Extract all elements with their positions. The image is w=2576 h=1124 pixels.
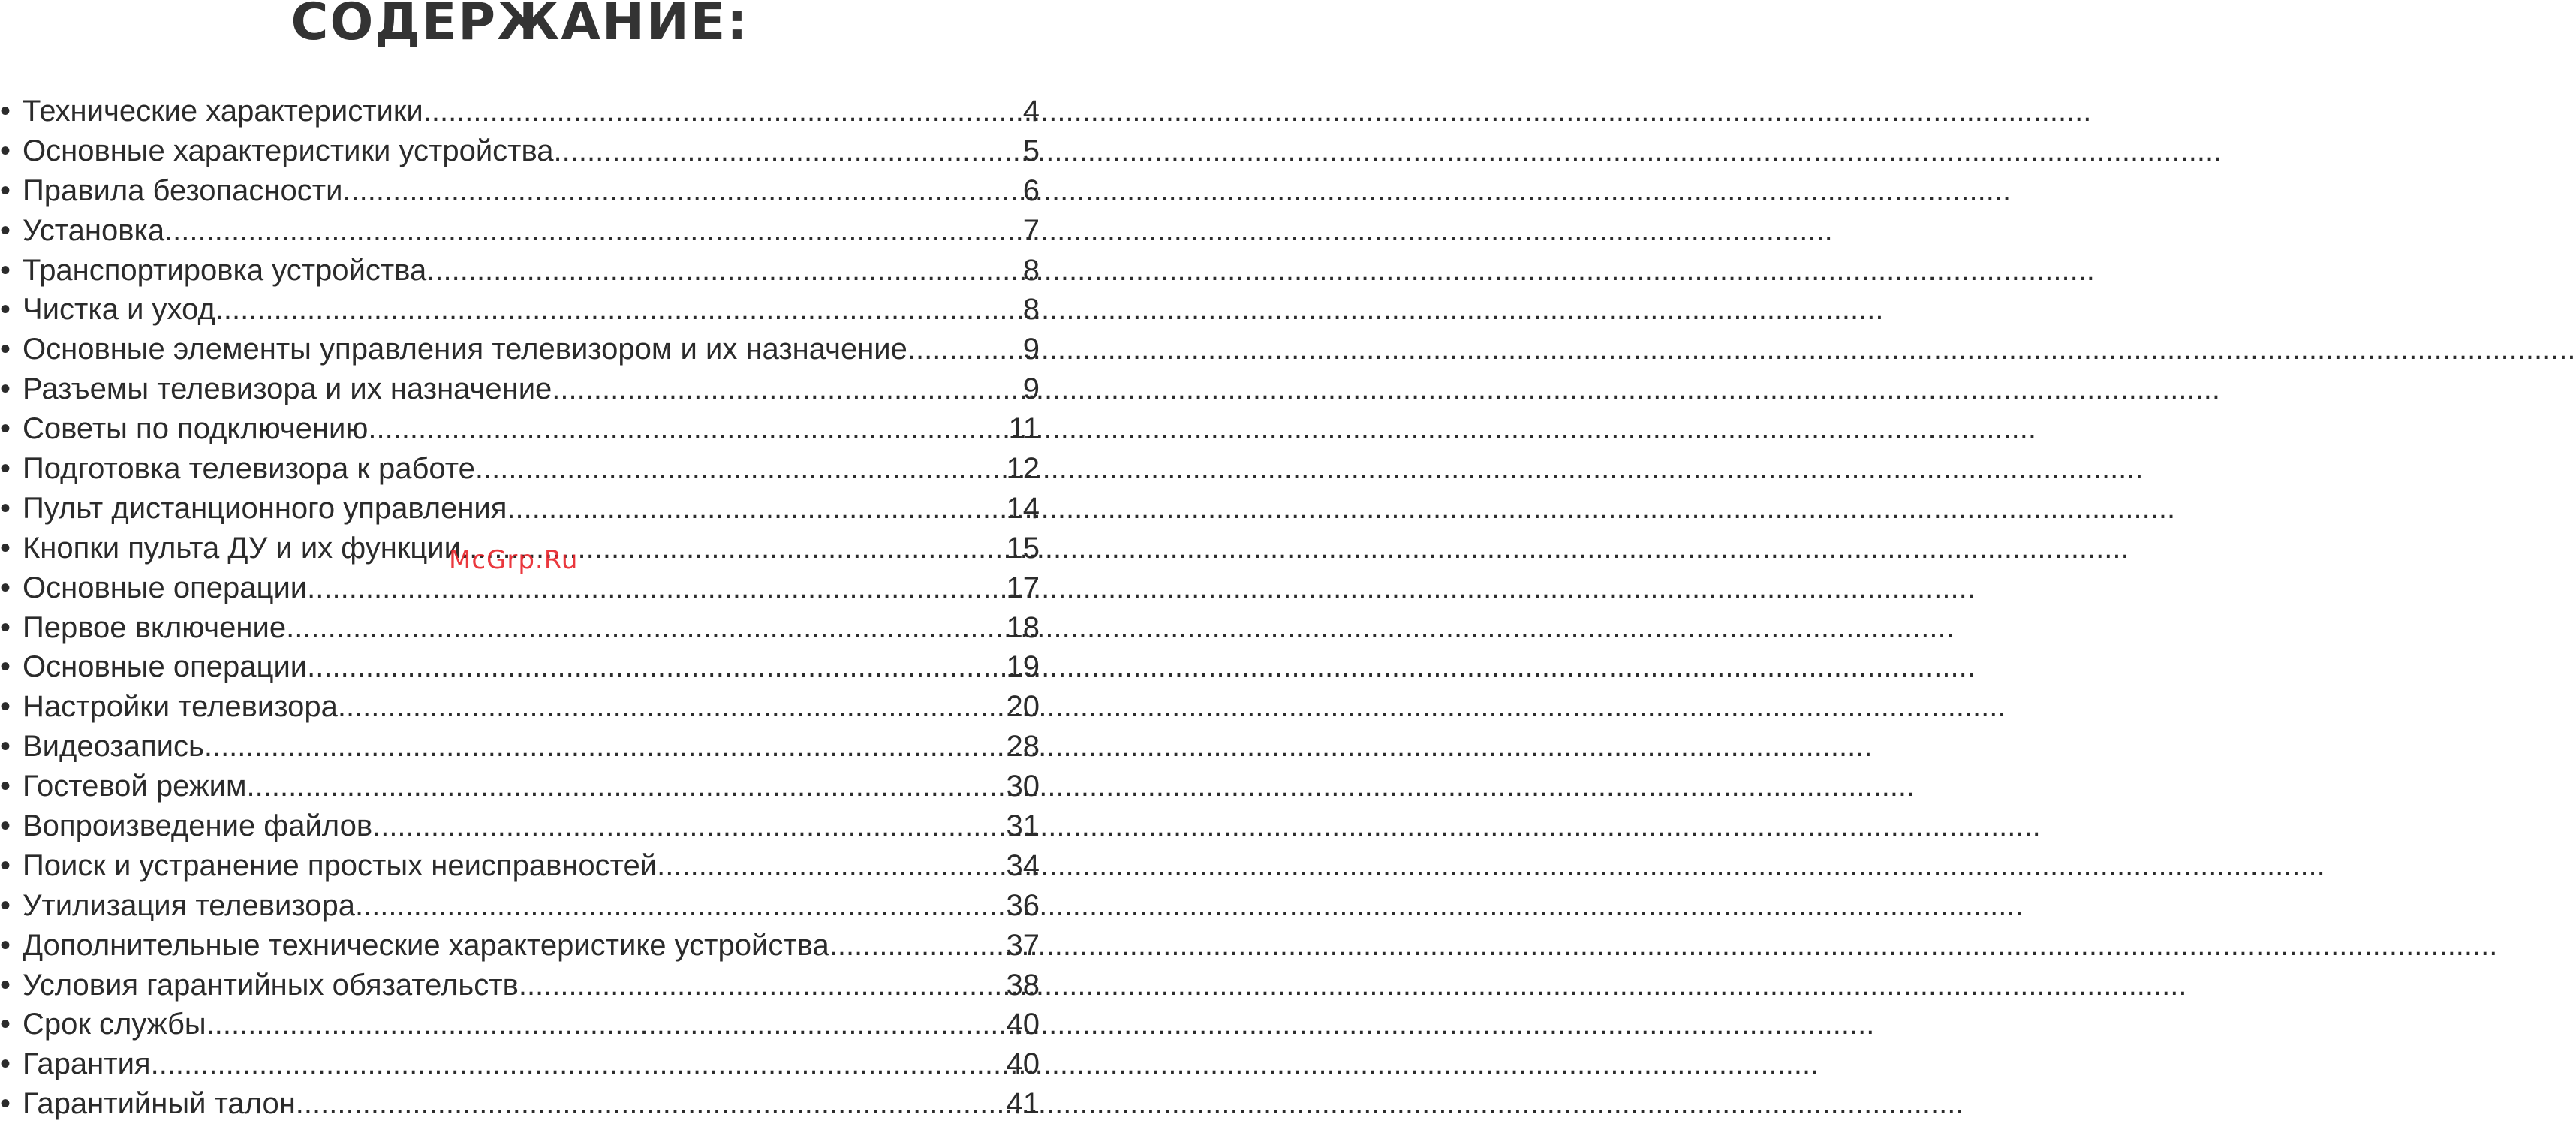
bullet-icon: • [0, 333, 11, 366]
toc-entry-label: Гарантия [23, 1047, 151, 1081]
toc-entry[interactable] [0, 806, 1040, 846]
bullet-icon: • [0, 173, 11, 207]
dot-leader [204, 727, 1007, 766]
toc-entry-page: 4 [1022, 95, 1040, 128]
toc-entry-label: Условия гарантийных обязательств [23, 968, 519, 1002]
toc-entry-label: Вопроизведение файлов [23, 809, 373, 843]
dot-leader [164, 211, 1023, 250]
toc-entry-label: Основные операции [23, 571, 308, 604]
toc-entry-label: Подготовка телевизора к работе [23, 452, 475, 486]
toc-entry[interactable] [0, 767, 1040, 806]
toc-entry-label: Дополнительные технические характеристике устройства [23, 928, 829, 962]
toc-entry-label: Основные операции [23, 650, 308, 684]
toc-entry-page: 14 [1006, 491, 1040, 525]
bullet-icon: • [0, 293, 11, 327]
dot-leader [475, 449, 1007, 488]
toc-entry-page: 17 [1006, 571, 1040, 604]
toc-entry-page: 40 [1006, 1047, 1040, 1081]
toc-entry-page: 11 [1008, 412, 1040, 446]
dot-leader [829, 926, 1007, 965]
toc-entry[interactable] [0, 489, 1040, 529]
dot-leader [247, 767, 1007, 806]
toc-entry-page: 37 [1006, 928, 1040, 962]
toc-entry-page: 30 [1006, 770, 1040, 803]
toc-entry[interactable] [0, 1044, 1040, 1084]
bullet-icon: • [0, 770, 11, 803]
toc-entry-label: Настройки телевизора [23, 690, 338, 724]
bullet-icon: • [0, 571, 11, 604]
dot-leader [338, 687, 998, 726]
bullet-icon: • [0, 650, 11, 684]
dot-leader [657, 846, 1006, 885]
toc-entry-page: 36 [1006, 888, 1040, 922]
toc-entry-page: 40 [1006, 1008, 1040, 1041]
bullet-icon: • [0, 452, 11, 486]
toc-entry-page: 9 [1022, 372, 1040, 406]
toc-entry[interactable] [0, 727, 1040, 767]
toc-entry-label: Советы по подключению [23, 412, 369, 446]
toc-entry[interactable] [0, 290, 1040, 330]
dot-leader [307, 568, 1006, 607]
bullet-icon: • [0, 1087, 11, 1121]
toc-entry[interactable] [0, 886, 1040, 926]
toc-entry-label: Гарантийный талон [23, 1087, 296, 1121]
bullet-icon: • [0, 968, 11, 1002]
toc-entry-label: Чистка и уход [23, 293, 215, 327]
toc-entry[interactable] [0, 409, 1040, 449]
dot-leader [426, 251, 1022, 290]
dot-leader [342, 171, 1014, 210]
toc-entry-label: Поиск и устранение простых неисправностей [23, 848, 658, 882]
bullet-icon: • [0, 253, 11, 287]
bullet-icon: • [0, 610, 11, 644]
toc-entry-page: 9 [1022, 333, 1040, 366]
toc-entry-page: 18 [1006, 610, 1040, 644]
toc-entry[interactable] [0, 92, 1040, 131]
page-title: СОДЕРЖАНИЕ: [290, 0, 749, 52]
bullet-icon: • [0, 95, 11, 128]
toc-entry[interactable] [0, 131, 1040, 171]
toc-entry[interactable] [0, 251, 1040, 291]
toc-entry-page: 19 [1006, 650, 1040, 684]
toc-entry[interactable] [0, 647, 1040, 687]
toc-entry[interactable] [0, 966, 1040, 1005]
toc-entry[interactable] [0, 1005, 1040, 1044]
dot-leader [206, 1005, 1007, 1044]
bullet-icon: • [0, 730, 11, 764]
dot-leader [215, 290, 1023, 329]
toc-entry-label: Утилизация телевизора [23, 888, 355, 922]
dot-leader [372, 806, 1006, 845]
bullet-icon: • [0, 809, 11, 843]
toc-entry[interactable] [0, 1084, 1040, 1124]
toc-entry-label: Гостевой режим [23, 770, 247, 803]
toc-entry-label: Срок службы [23, 1008, 206, 1041]
toc-entry[interactable] [0, 449, 1040, 489]
bullet-icon: • [0, 928, 11, 962]
toc-entry-page: 38 [1006, 968, 1040, 1002]
dot-leader [554, 131, 1023, 170]
bullet-icon: • [0, 372, 11, 406]
toc-entry[interactable] [0, 330, 1040, 369]
toc-entry-label: Кнопки пульта ДУ и их функции [23, 531, 461, 565]
toc-entry-label: Технические характеристики [23, 95, 423, 128]
toc-entry[interactable] [0, 846, 1040, 886]
toc-entry-label: Разъемы телевизора и их назначение [23, 372, 552, 406]
toc-entry[interactable] [0, 608, 1040, 648]
toc-entry[interactable] [0, 369, 1040, 409]
dot-leader [296, 1084, 1007, 1123]
toc-entry-label: Основные характеристики устройства [23, 134, 554, 167]
dot-leader [151, 1044, 1007, 1083]
toc-entry-page: 41 [1006, 1087, 1040, 1121]
toc-entry-page: 6 [1014, 173, 1040, 207]
toc-entry-page: 20 [998, 690, 1040, 724]
dot-leader [552, 369, 1022, 408]
toc-entry-page: 8 [1022, 293, 1040, 327]
watermark: McGrp.Ru [449, 545, 579, 575]
bullet-icon: • [0, 1008, 11, 1041]
toc-entry-page: 34 [1006, 848, 1040, 882]
dot-leader [507, 489, 1006, 528]
bullet-icon: • [0, 690, 11, 724]
toc-entry[interactable] [0, 926, 1040, 966]
toc-entry-page: 28 [1006, 730, 1040, 764]
dot-leader [355, 886, 1007, 925]
bullet-icon: • [0, 412, 11, 446]
bullet-icon: • [0, 213, 11, 247]
bullet-icon: • [0, 134, 11, 167]
toc-entry-page: 15 [1006, 531, 1040, 565]
dot-leader [368, 409, 1008, 448]
toc-entry-label: Основные элементы управления телевизором и их назначение [23, 333, 907, 366]
dot-leader [907, 330, 1023, 369]
toc-entry-page: 7 [1022, 213, 1040, 247]
bullet-icon: • [0, 491, 11, 525]
dot-leader [423, 92, 1023, 131]
toc-entry[interactable] [0, 211, 1040, 251]
toc-entry-label: Первое включение [23, 610, 287, 644]
dot-leader [307, 647, 1006, 686]
toc-entry-label: Установка [23, 213, 165, 247]
toc-entry-page: 31 [1006, 809, 1040, 843]
bullet-icon: • [0, 1047, 11, 1081]
toc-entry-label: Транспортировка устройства [23, 253, 427, 287]
dot-leader [286, 608, 1006, 647]
toc-entry-label: Видеозапись [23, 730, 204, 764]
toc-entry-page: 5 [1022, 134, 1040, 167]
dot-leader [519, 966, 1007, 1005]
bullet-icon: • [0, 531, 11, 565]
toc-entry-label: Правила безопасности [23, 173, 343, 207]
toc-entry[interactable] [0, 171, 1040, 211]
toc-entry[interactable] [0, 687, 1040, 727]
bullet-icon: • [0, 848, 11, 882]
bullet-icon: • [0, 888, 11, 922]
toc-entry-page: 12 [1006, 452, 1040, 486]
table-of-contents [0, 92, 1040, 1124]
toc-entry-label: Пульт дистанционного управления [23, 491, 507, 525]
toc-entry-page: 8 [1022, 253, 1040, 287]
